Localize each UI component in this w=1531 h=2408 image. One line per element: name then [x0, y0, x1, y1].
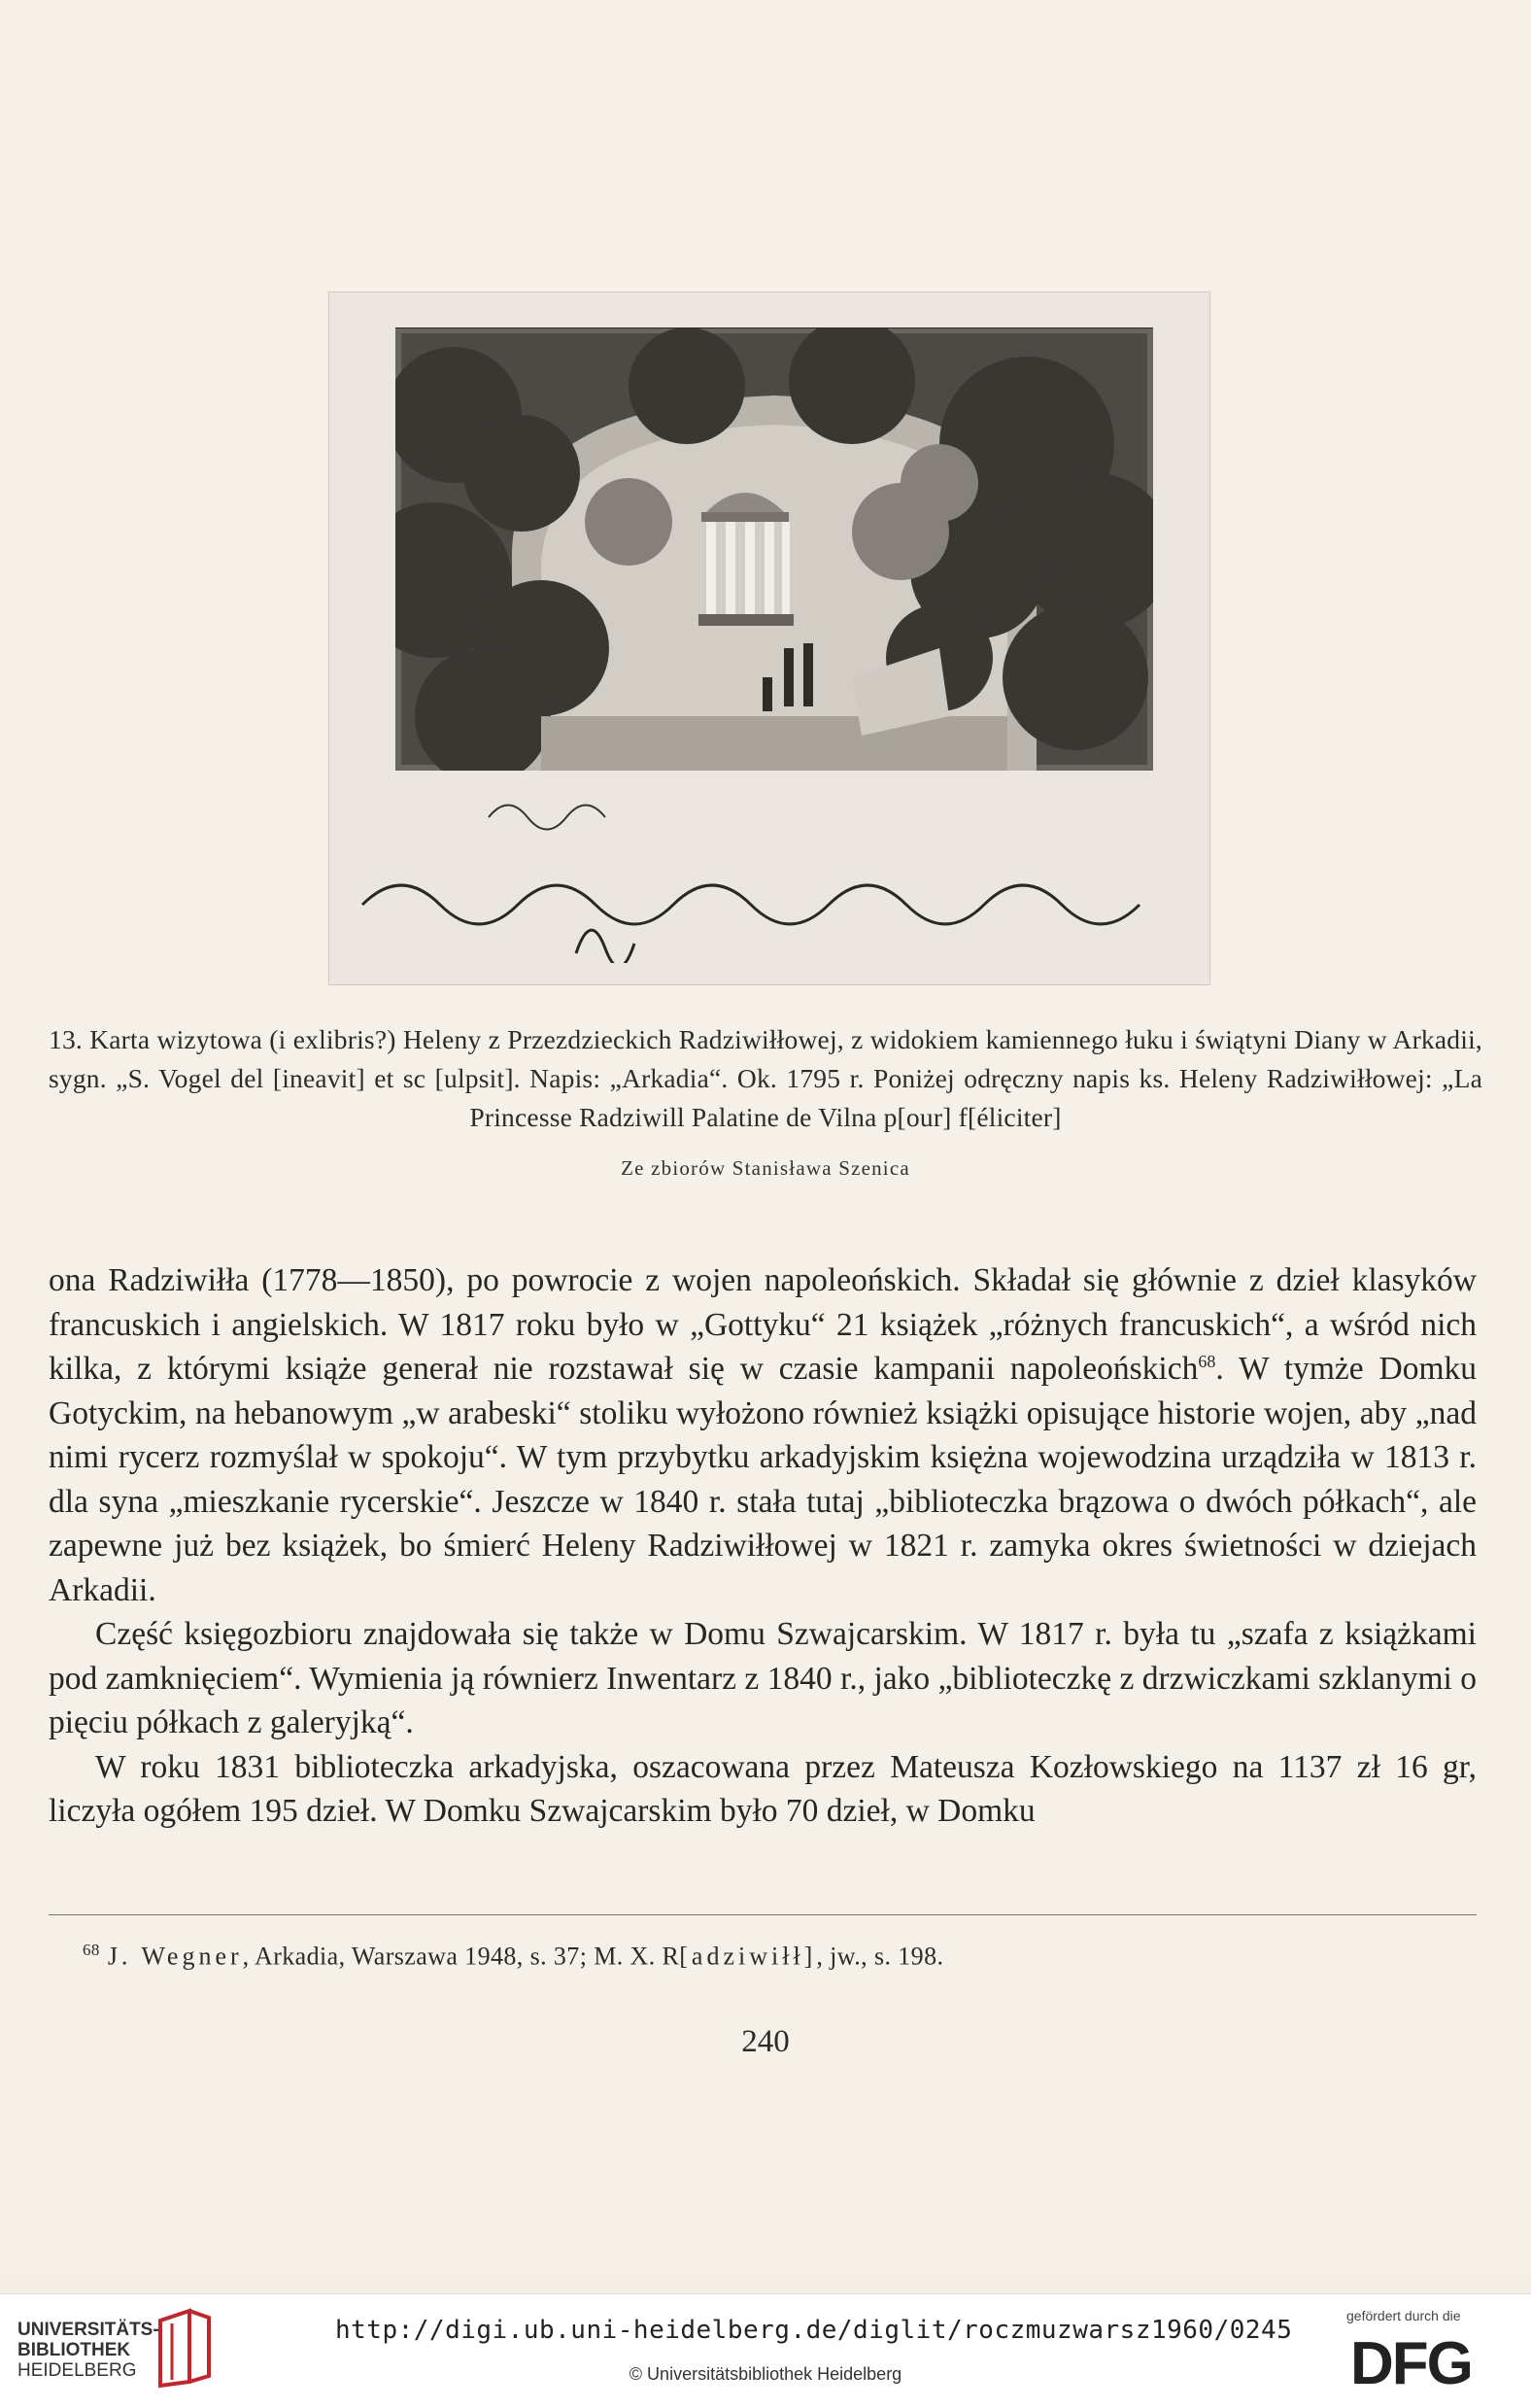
- footnote-text-1: , Arkadia, Warszawa 1948, s. 37; M. X. R: [242, 1942, 680, 1971]
- paragraph-1-end: . W tymże Domku Gotyckim, na hebanowym „w arabeski“ stoliku wyłożono również książki opisujące historie wojen, aby „nad nimi rycerz rozmyślał w spokoju“. W tym przybytku arkadyjskim księżna wojewodzina urządziła w 1813 r. dla syna „mieszkanie rycerskie“. Jeszcze w 1840 r. stała tutaj „biblioteczka brązowa o dwóch półkach“, ale zapewne już bez książek, bo śmierć Heleny Radziwiłłowej w 1821 r. zamyka okres świetności w dziejach Arkadii.: [49, 1351, 1477, 1608]
- footnote-reference: 68: [1198, 1351, 1216, 1371]
- paragraph-1: [49, 1258, 1477, 1612]
- paragraph-3: W roku 1831 biblioteczka arkadyjska, oszacowana przez Mateusza Kozłowskiego na 1137 zł 16 gr, liczyła ogółem 195 dzieł. W Domku Szwajcarskim było 70 dzieł, w Domku: [49, 1748, 1477, 1829]
- engraving-drawing: [395, 327, 1153, 771]
- footnote-number: 68: [83, 1941, 100, 1959]
- footnote-author-1: J. Wegner: [107, 1942, 243, 1971]
- footnote-author-2: [adziwiłł]: [679, 1942, 817, 1971]
- institution-line-3: HEIDELBERG: [17, 2360, 137, 2381]
- paragraph-1-start: ona Radziwiłła (1778—1850), po powrocie z wojen napoleońskich. Składał się głównie z dzieł klasyków francuskich i angielskich. W 1817 roku było w „Gottyku“ 21 książek „różnych francuskich“, a wśród nich kilka, z którymi książe generał nie rozstawał się w czasie kampanii napoleońskich: [49, 1262, 1477, 1387]
- copyright-notice: © Universitätsbibliothek Heidelberg: [629, 2364, 902, 2384]
- institution-line-1: UNIVERSITÄTS-: [17, 2320, 159, 2340]
- institution-line-2: BIBLIOTHEK: [17, 2340, 131, 2360]
- body-text: [49, 1258, 1477, 1834]
- figure-caption: 13. Karta wizytowa (i exlibris?) Heleny z Przezdzieckich Radziwiłłowej, z widokiem kamiennego łuku i świątyni Diany w Arkadii, sygn. „S. Vogel del [ineavit] et sc [ulpsit]. Napis: „Arkadia“. Ok. 1795 r. Poniżej odręczny napis ks. Heleny Radziwiłłowej: „La Princesse Radziwill Palatine de Vilna p[our] f[éliciter]: [49, 1024, 1482, 1132]
- paragraph-2: Część księgozbioru znajdowała się także w Domu Szwajcarskim. W 1817 r. była tu „szafa z książkami pod zamknięciem“. Wymienia ją równierz Inwentarz z 1840 r., jako „biblioteczkę z drzwiczkami szklanymi o pięciu półkach z galeryjką“.: [49, 1616, 1477, 1740]
- funding-label: gefördert durch die: [1346, 2308, 1461, 2323]
- page-number: 240: [741, 2024, 790, 2059]
- footer-bar: [0, 2293, 1531, 2408]
- footnote: [83, 1941, 1481, 1972]
- document-url-link[interactable]: http://digi.ub.uni-heidelberg.de/diglit/roczmuzwarsz1960/0245: [335, 2316, 1293, 2345]
- dfg-logo: DFG: [1350, 2330, 1472, 2397]
- illustration-plate: [328, 292, 1210, 985]
- handwritten-inscription: [353, 798, 1188, 963]
- caption-source: Ze zbiorów Stanisława Szenica: [621, 1156, 910, 1180]
- footnote-text-2: , jw., s. 198.: [816, 1942, 944, 1971]
- inscription-drawing: [353, 798, 1188, 963]
- footnote-separator: [49, 1914, 1477, 1915]
- engraving-image: [395, 327, 1153, 771]
